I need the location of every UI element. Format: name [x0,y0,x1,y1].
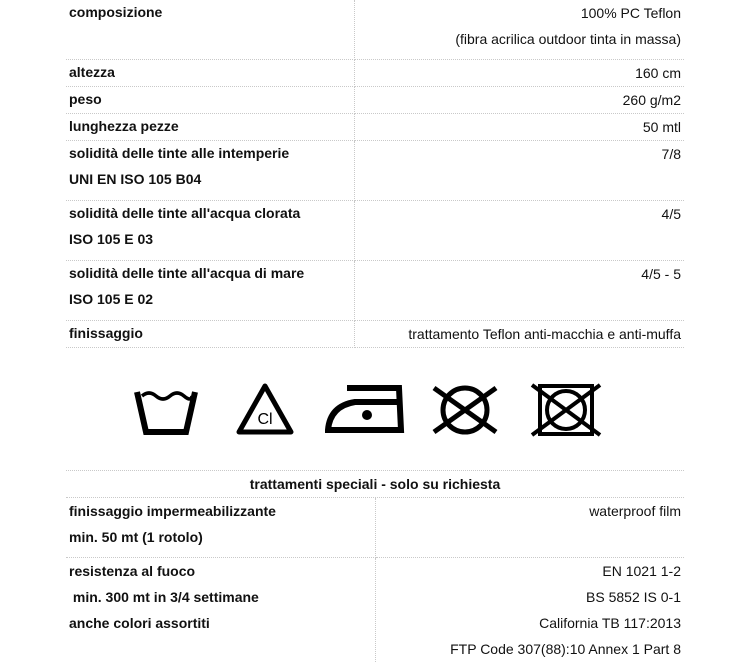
spec-value: 4/5 - 5 [358,261,681,287]
special-treatments-title: trattamenti speciali - solo su richiesta [66,471,684,498]
special-label: resistenza al fuoco [69,558,372,584]
special-row-fuoco [66,558,684,662]
special-value-standard: EN 1021 1-2 [379,558,682,584]
special-sublabel-2: anche colori assortiti [69,610,372,636]
care-symbols [0,380,750,440]
spec-standard: ISO 105 E 03 [69,227,351,253]
spec-value: trattamento Teflon anti-macchia e anti-muffa [358,321,681,347]
spec-row-composizione [66,0,684,60]
iron-one-dot-icon [325,380,409,440]
spec-value: 260 g/m2 [358,87,681,113]
specifications-table [66,0,684,348]
spec-row-finissaggio [66,321,684,348]
special-value-standard: BS 5852 IS 0-1 [379,584,682,610]
spec-value: 160 cm [358,60,681,86]
spec-row-altezza [66,60,684,87]
do-not-tumble-dry-icon [528,380,604,440]
do-not-dry-clean-icon [429,380,501,440]
spec-value: 100% PC Teflon [358,0,681,26]
special-value-standard: California TB 117:2013 [379,610,682,636]
spec-row-clorata [66,201,684,261]
spec-standard: ISO 105 E 02 [69,287,351,313]
special-value-standard: FTP Code 307(88):10 Annex 1 Part 8 [379,636,682,662]
spec-label: solidità delle tinte all'acqua clorata [69,201,351,227]
spec-value: 4/5 [358,201,681,227]
spec-row-mare [66,261,684,321]
special-row-impermeabile [66,498,684,558]
special-sublabel: min. 300 mt in 3/4 settimane [69,584,372,610]
special-label: finissaggio impermeabilizzante [69,498,372,524]
spec-value: 7/8 [358,141,681,167]
spec-standard: UNI EN ISO 105 B04 [69,167,351,193]
spec-row-intemperie [66,141,684,201]
spec-label: solidità delle tinte alle intemperie [69,141,351,167]
spec-label: peso [69,87,351,113]
spec-value-note: (fibra acrilica outdoor tinta in massa) [358,26,681,52]
spec-label: composizione [69,0,351,26]
spec-label: altezza [69,60,351,86]
spec-label: lunghezza pezze [69,114,351,140]
special-sublabel: min. 50 mt (1 rotolo) [69,524,372,550]
special-treatments-header-row [66,471,684,498]
spec-label: solidità delle tinte all'acqua di mare [69,261,351,287]
spec-row-peso [66,87,684,114]
spec-row-lunghezza [66,114,684,141]
chlorine-bleach-icon [234,380,296,440]
spec-label: finissaggio [69,321,351,347]
bleach-symbol-text: Cl [257,411,272,428]
wash-basin-icon [132,380,200,440]
special-treatments-table [66,470,684,662]
special-value: waterproof film [379,498,682,524]
spec-value: 50 mtl [358,114,681,140]
